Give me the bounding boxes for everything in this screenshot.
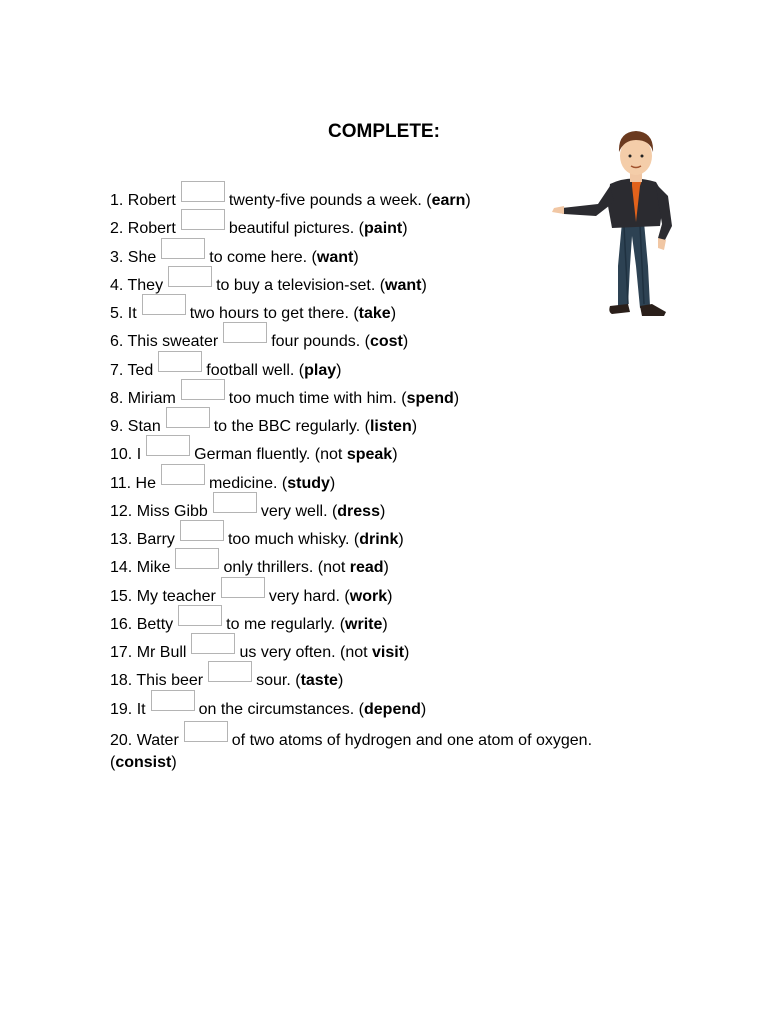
exercise-number: 9. [110, 418, 124, 435]
exercise-verb: paint [364, 220, 403, 238]
exercise-verb: visit [372, 644, 405, 661]
answer-blank[interactable] [146, 435, 190, 456]
exercise-item [110, 209, 610, 237]
exercise-item [110, 181, 610, 209]
exercise-rest: too much whisky. ( [227, 531, 360, 548]
answer-blank[interactable] [168, 266, 212, 287]
exercise-rest: only thrillers. ( [223, 559, 324, 577]
exercise-verb: study [287, 474, 330, 492]
exercise-subject: Mr Bull [136, 644, 187, 661]
exercise-item [110, 520, 610, 548]
exercise-subject: It [127, 305, 137, 322]
exercise-item [110, 435, 610, 463]
answer-blank[interactable] [208, 661, 252, 682]
exercise-verb: depend [364, 700, 421, 718]
exercise-close: ) [387, 587, 393, 605]
exercise-close: ) [465, 192, 471, 209]
exercise-subject: My teacher [136, 587, 216, 605]
exercise-item [110, 577, 610, 605]
exercise-rest: sour. ( [256, 672, 301, 690]
exercise-rest: to buy a television-set. ( [216, 276, 386, 294]
exercise-item [110, 661, 610, 689]
exercise-verb: read [349, 559, 384, 577]
answer-blank[interactable] [180, 520, 224, 541]
exercise-close: ) [353, 248, 359, 266]
exercise-verb: earn [431, 192, 466, 209]
exercise-negation: not [323, 559, 350, 577]
exercise-number: 4. [110, 276, 124, 294]
exercise-rest: two hours to get there. ( [189, 305, 359, 322]
exercise-verb: listen [369, 418, 412, 435]
exercise-close: ) [382, 615, 388, 633]
exercise-subject: I [136, 446, 142, 464]
exercise-item [110, 548, 610, 576]
exercise-verb: consist [115, 753, 172, 771]
exercise-item [110, 407, 610, 435]
exercise-subject: Stan [127, 418, 161, 435]
exercise-subject: Miriam [127, 389, 176, 407]
answer-blank[interactable] [221, 577, 265, 598]
exercise-verb: want [385, 276, 422, 294]
exercise-rest: twenty-five pounds a week. ( [228, 192, 432, 209]
teacher-figure-icon [552, 126, 694, 322]
exercise-number: 6. [110, 333, 124, 351]
answer-blank[interactable] [161, 238, 205, 259]
exercise-item [110, 464, 610, 492]
exercise-verb: cost [369, 333, 403, 351]
exercise-negation: not [320, 446, 347, 464]
exercise-rest: to come here. ( [209, 248, 317, 266]
exercise-item [110, 605, 610, 633]
exercise-verb: drink [359, 531, 399, 548]
exercise-verb: dress [337, 502, 380, 520]
answer-blank[interactable] [184, 721, 228, 742]
exercise-subject: It [136, 700, 146, 718]
exercise-verb: taste [300, 672, 338, 690]
exercise-item [110, 351, 610, 379]
exercise-subject: She [127, 248, 157, 266]
exercise-close: ) [404, 644, 410, 661]
exercise-rest: to the BBC regularly. ( [213, 418, 370, 435]
exercise-subject: Robert [127, 192, 176, 209]
exercise-subject: Ted [127, 361, 154, 379]
exercise-rest: to me regularly. ( [226, 615, 346, 633]
exercise-number: 16. [110, 615, 133, 633]
exercise-close: ) [453, 389, 460, 407]
answer-blank[interactable] [181, 181, 225, 202]
answer-blank[interactable] [151, 690, 195, 711]
exercise-verb: write [345, 615, 383, 633]
exercise-subject: Miss Gibb [136, 502, 208, 520]
exercise-item [110, 633, 610, 661]
exercise-number: 19. [110, 700, 133, 718]
answer-blank[interactable] [223, 322, 267, 343]
exercise-close: ) [337, 672, 344, 690]
exercise-item [110, 238, 610, 266]
exercise-subject: Mike [136, 559, 171, 577]
exercise-close: ) [398, 531, 404, 548]
exercise-rest: German fluently. ( [194, 446, 321, 464]
exercise-item [110, 322, 610, 350]
exercise-subject: Water [136, 731, 179, 749]
exercise-rest: of two atoms of hydrogen and one atom of oxygen. ( [110, 731, 593, 771]
exercise-rest: us very often. ( [239, 644, 346, 661]
answer-blank[interactable] [158, 351, 202, 372]
exercise-subject: Betty [136, 615, 174, 633]
exercise-number: 13. [110, 531, 133, 548]
exercise-number: 15. [110, 587, 133, 605]
exercise-number: 12. [110, 502, 133, 520]
exercise-number: 18. [110, 672, 133, 690]
exercise-number: 2. [110, 220, 124, 238]
exercise-item [110, 690, 610, 718]
exercise-number: 17. [110, 644, 133, 661]
exercise-rest: football well. ( [206, 361, 305, 379]
exercise-close: ) [420, 700, 427, 718]
exercise-rest: medicine. ( [208, 474, 288, 492]
exercise-verb: play [304, 361, 337, 379]
exercise-list [110, 181, 610, 774]
exercise-close: ) [392, 446, 398, 464]
exercise-close: ) [402, 220, 408, 238]
answer-blank[interactable] [166, 407, 210, 428]
exercise-rest: too much time with him. ( [228, 389, 407, 407]
answer-blank[interactable] [181, 209, 225, 230]
exercise-subject: They [127, 276, 164, 294]
exercise-number: 7. [110, 361, 124, 379]
exercise-verb: work [349, 587, 388, 605]
exercise-close: ) [383, 559, 389, 577]
exercise-close: ) [379, 502, 386, 520]
exercise-rest: on the circumstances. ( [198, 700, 364, 718]
exercise-close: ) [421, 276, 427, 294]
answer-blank[interactable] [213, 492, 257, 513]
exercise-rest: very hard. ( [268, 587, 350, 605]
exercise-number: 10. [110, 446, 133, 464]
exercise-close: ) [329, 474, 336, 492]
exercise-subject: He [135, 474, 156, 492]
exercise-rest: four pounds. ( [271, 333, 370, 351]
exercise-verb: take [358, 305, 391, 322]
exercise-number: 5. [110, 305, 124, 322]
answer-blank[interactable] [178, 605, 222, 626]
exercise-close: ) [390, 305, 397, 322]
exercise-verb: want [316, 248, 354, 266]
exercise-item [110, 266, 610, 294]
exercise-item [110, 294, 610, 322]
exercise-subject: This sweater [127, 333, 219, 351]
exercise-number: 14. [110, 559, 133, 577]
answer-blank[interactable] [175, 548, 219, 569]
exercise-close: ) [411, 418, 418, 435]
exercise-close: ) [171, 753, 177, 771]
exercise-number: 8. [110, 389, 124, 407]
exercise-negation: not [345, 644, 372, 661]
exercise-rest: very well. ( [260, 502, 338, 520]
page-title: COMPLETE: [328, 121, 440, 142]
answer-blank[interactable] [191, 633, 235, 654]
answer-blank[interactable] [181, 379, 225, 400]
exercise-subject: This beer [136, 672, 204, 690]
exercise-number: 3. [110, 248, 124, 266]
exercise-close: ) [336, 361, 342, 379]
exercise-subject: Barry [136, 531, 175, 548]
exercise-number: 1. [110, 192, 124, 209]
exercise-item [110, 492, 610, 520]
exercise-close: ) [402, 333, 409, 351]
exercise-item [110, 718, 600, 774]
exercise-verb: speak [346, 446, 393, 464]
exercise-item [110, 379, 610, 407]
exercise-subject: Robert [127, 220, 176, 238]
exercise-verb: spend [406, 389, 454, 407]
exercise-rest: beautiful pictures. ( [228, 220, 365, 238]
exercise-number: 20. [110, 731, 133, 749]
exercise-number: 11. [110, 474, 132, 492]
answer-blank[interactable] [161, 464, 205, 485]
answer-blank[interactable] [142, 294, 186, 315]
